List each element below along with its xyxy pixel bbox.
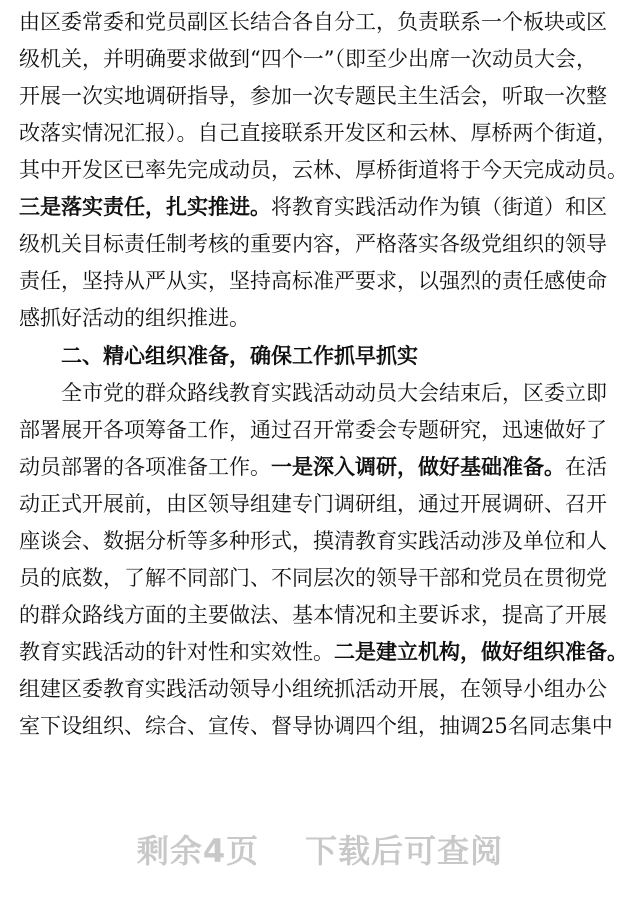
- text-line: [19, 298, 640, 338]
- text-line: [19, 669, 640, 709]
- text-line: [19, 521, 640, 561]
- line-text: 级机关，并明确要求做到“四个一”（即至少出席一次动员大会，: [19, 47, 597, 71]
- line-text: 员的底数，了解不同部门、不同层次的领导干部和党员在贯彻党: [19, 566, 607, 590]
- line-text: 开展一次实地调研指导，参加一次专题民主生活会，听取一次整: [19, 84, 607, 108]
- line-text: 教育实践活动的针对性和实效性。: [19, 640, 334, 664]
- line-text: 将教育实践活动作为镇（街道）和区: [271, 195, 607, 219]
- text-line: [19, 224, 640, 264]
- heading-text: 二、精心组织准备，确保工作抓早抓实: [61, 344, 418, 368]
- download-prompt[interactable]: [0, 826, 640, 876]
- line-text: 室下设组织、综合、宣传、督导协调四个组，抽调25名同志集中: [19, 714, 613, 738]
- text-line: [19, 447, 640, 487]
- line-text: 座谈会、数据分析等多种形式，摸清教育实践活动涉及单位和人: [19, 529, 607, 553]
- text-line: [19, 632, 640, 672]
- text-line: [19, 558, 640, 598]
- text-line: [61, 373, 640, 413]
- text-line: [19, 76, 640, 116]
- text-line: [19, 113, 640, 153]
- line-text: 责任，坚持从严从实，坚持高标准严要求，以强烈的责任感使命: [19, 269, 607, 293]
- text-line: [19, 261, 640, 301]
- text-line: [19, 706, 640, 746]
- text-line: [19, 39, 640, 79]
- emphasis-text: 一是深入调研，做好基础准备。: [271, 455, 565, 479]
- line-text: 的群众路线方面的主要做法、基本情况和主要诉求，提高了开展: [19, 603, 607, 627]
- line-text: 由区委常委和党员副区长结合各自分工，负责联系一个板块或区: [19, 10, 607, 34]
- emphasis-text: 三是落实责任，扎实推进。: [19, 195, 271, 219]
- remaining-pages-text: 剩余4页: [136, 832, 260, 870]
- text-line: [19, 150, 640, 190]
- line-text: 感抓好活动的组织推进。: [19, 306, 250, 330]
- download-to-view-text: 下载后可查阅: [305, 832, 504, 870]
- section-heading: [61, 336, 640, 376]
- line-text: 改落实情况汇报）。自己直接联系开发区和云林、厚桥两个街道，: [19, 121, 618, 145]
- line-text: 级机关目标责任制考核的重要内容，严格落实各级党组织的领导: [19, 232, 607, 256]
- emphasis-text: 二是建立机构，做好组织准备。: [334, 640, 628, 664]
- line-text: 全市党的群众路线教育实践活动动员大会结束后，区委立即: [61, 381, 607, 405]
- text-line: [19, 484, 640, 524]
- text-line: [19, 595, 640, 635]
- text-line: [19, 187, 640, 227]
- text-line: [19, 2, 640, 42]
- line-text: 动正式开展前，由区领导组建专门调研组，通过开展调研、召开: [19, 492, 607, 516]
- text-line: [19, 410, 640, 450]
- line-text: 其中开发区已率先完成动员，云林、厚桥街道将于今天完成动员。: [19, 158, 628, 182]
- line-text: 动员部署的各项准备工作。: [19, 455, 271, 479]
- line-text: 组建区委教育实践活动领导小组统抓活动开展，在领导小组办公: [19, 677, 607, 701]
- line-text: 部署展开各项筹备工作，通过召开常委会专题研究，迅速做好了: [19, 418, 607, 442]
- line-text: 在活: [565, 455, 607, 479]
